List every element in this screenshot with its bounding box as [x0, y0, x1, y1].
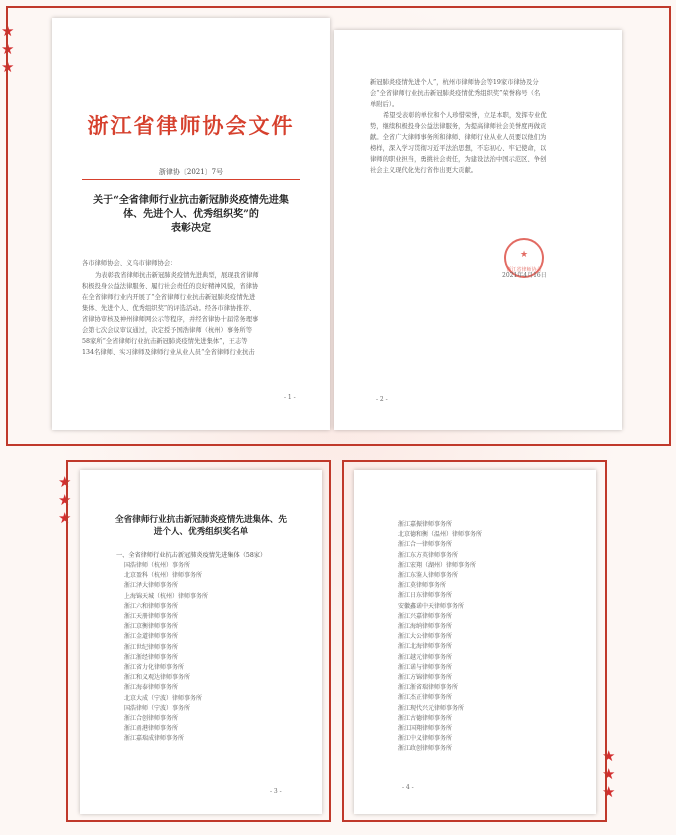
list-item: 浙江宏翔（湖州）律师事务所 — [398, 561, 477, 569]
salutation: 各市律师协会、义乌市律师协会： — [82, 260, 177, 267]
list-item: 浙江金道律师事务所 — [124, 633, 179, 641]
list-item: 浙江京衡律师事务所 — [124, 623, 179, 631]
list-item: 浙江政创律师事务所 — [398, 745, 453, 753]
star-icon: ★ — [58, 509, 72, 527]
star-icon: ★ — [1, 58, 15, 76]
list-item: 浙江国翔律师事务所 — [398, 725, 453, 733]
list-item: 国浩律师（宁波）事务所 — [124, 704, 191, 712]
star-icon: ★ — [1, 22, 15, 40]
document-page-4 — [354, 470, 596, 814]
star-icon: ★ — [602, 783, 616, 801]
page1-body: 为表彰我省律师抗击新冠肺炎疫情先进典型，展现我省律师 积极投身公益法律服务、履行社会责任的良好精神风貌，省律协 在全省律师行业内开展了“全省律师行业抗击新冠肺炎疫情先进 集体、先进个人、优秀组织奖”的评选活动。经各市律协推荐、 省律协审核及神州律师网公示等程序，并经省律协十届常务理事 会第七次会议审议通过，决定授予国浩律师（杭州）事务所等 58家所“全省律师行业抗击新冠肺炎疫情先进集体”，王志等 134名律师、实习律师及律师行业从业人员“全省律师行业抗击 — [82, 272, 259, 356]
list-item: 浙江甬港律师事务所 — [124, 725, 179, 733]
list-item: 浙江中义律师事务所 — [398, 735, 453, 743]
list-item: 浙江莫律师事务所 — [398, 582, 447, 590]
list-item: 浙江浙经律师事务所 — [124, 653, 179, 661]
star-icon: ★ — [58, 491, 72, 509]
list-item: 浙江海纳律师事务所 — [398, 623, 453, 631]
firm-list — [124, 561, 208, 745]
page-number: - 2 - — [376, 396, 388, 403]
red-divider — [82, 179, 300, 180]
page2-body: 新冠肺炎疫情先进个人”，杭州市律师协会等19家市律协及分 会“全省律师行业抗击新冠肺炎疫情优秀组织奖”荣誉称号（名 单附后）。 希望受表彰的单位和个人珍惜荣誉，立足本职，发挥专业优 势，继续积极投身公益法律服务，为提高律师社会美誉度再做贡 献。全省广大律师事务所和律师、律师行业从业人员要以他们为 榜样，深入学习贯彻习近平法治思想，不忘初心、牢记使命，以 律师的职业担当，勇挑社会责任，为建设法治中国示范区、争创 社会主义现代化先行省作出更大贡献。 — [370, 79, 547, 174]
firm-list — [398, 520, 482, 755]
org-title: 浙江省律师协会文件 — [87, 113, 295, 138]
list-item: 浙江方锦律师事务所 — [398, 674, 453, 682]
list-item: 浙江六和律师事务所 — [124, 602, 179, 610]
list-item: 浙江诺与律师事务所 — [398, 663, 453, 671]
seal-date: 2021年4月16日 — [502, 272, 547, 279]
list-item: 浙江越元律师事务所 — [398, 653, 453, 661]
list-item: 浙江古德律师事务所 — [398, 714, 453, 722]
star-icon: ★ — [602, 747, 616, 765]
list-item: 浙江嘉瑞成律师事务所 — [124, 735, 185, 743]
list-item: 北京大成（宁波）律师事务所 — [124, 694, 203, 702]
list-item: 浙江浙省瑞律师事务所 — [398, 684, 459, 692]
list-item: 浙江东鉴人律师事务所 — [398, 572, 459, 580]
doc-number: 浙律协〔2021〕7号 — [158, 168, 224, 176]
list-item: 上海锦天城（杭州）律师事务所 — [124, 592, 209, 600]
list-item: 浙江兴嘉律师事务所 — [398, 612, 453, 620]
list-item: 浙江现代兴元律师事务所 — [398, 704, 465, 712]
list-item: 浙江合创律师事务所 — [124, 715, 179, 723]
document-page-3 — [80, 470, 322, 814]
list-item: 浙江日东律师事务所 — [398, 592, 453, 600]
document-page-1 — [52, 18, 330, 430]
section-heading: 一、全省律师行业抗击新冠肺炎疫情先进集体（58家） — [116, 552, 267, 559]
list-item: 浙江合一律师事务所 — [398, 541, 453, 549]
list-item: 浙江杰正律师事务所 — [398, 694, 453, 702]
star-icon: ★ — [520, 250, 529, 260]
list-item: 浙江省力化律师事务所 — [124, 664, 185, 672]
list-item: 浙江大公律师事务所 — [398, 633, 453, 641]
list-item: 浙江嘉振律师事务所 — [398, 521, 453, 528]
star-icon: ★ — [602, 765, 616, 783]
list-item: 浙江和义观达律师事务所 — [124, 674, 191, 682]
list-item: 浙江天册律师事务所 — [124, 613, 179, 621]
list-title: 全省律师行业抗击新冠肺炎疫情先进集体、先 进个人、优秀组织奖名单 — [115, 515, 287, 537]
page-number: - 3 - — [270, 788, 282, 795]
list-item: 浙江海泰律师事务所 — [124, 684, 179, 692]
list-item: 北京盈科（杭州）律师事务所 — [124, 572, 203, 580]
document-page-2 — [334, 30, 622, 430]
list-item: 国浩律师（杭州）事务所 — [124, 562, 191, 569]
decision-title: 关于“全省律师行业抗击新冠肺炎疫情先进集 体、先进个人、优秀组织奖”的 表彰决定 — [93, 195, 289, 234]
list-item: 浙江东方英律师事务所 — [398, 551, 459, 559]
list-item: 安徽鑫诺中天律师事务所 — [398, 602, 465, 610]
star-icon: ★ — [58, 473, 72, 491]
star-icon: ★ — [1, 40, 15, 58]
page-number: - 1 - — [284, 394, 296, 401]
official-seal: ★ 浙江省律师协会 — [504, 238, 544, 278]
page-number: - 4 - — [402, 784, 414, 791]
list-item: 浙江世纪律师事务所 — [124, 643, 179, 651]
list-item: 浙江北海律师事务所 — [398, 643, 453, 651]
list-item: 北京德和衡（温州）律师事务所 — [398, 531, 483, 539]
list-item: 浙江泽大律师事务所 — [124, 582, 179, 590]
